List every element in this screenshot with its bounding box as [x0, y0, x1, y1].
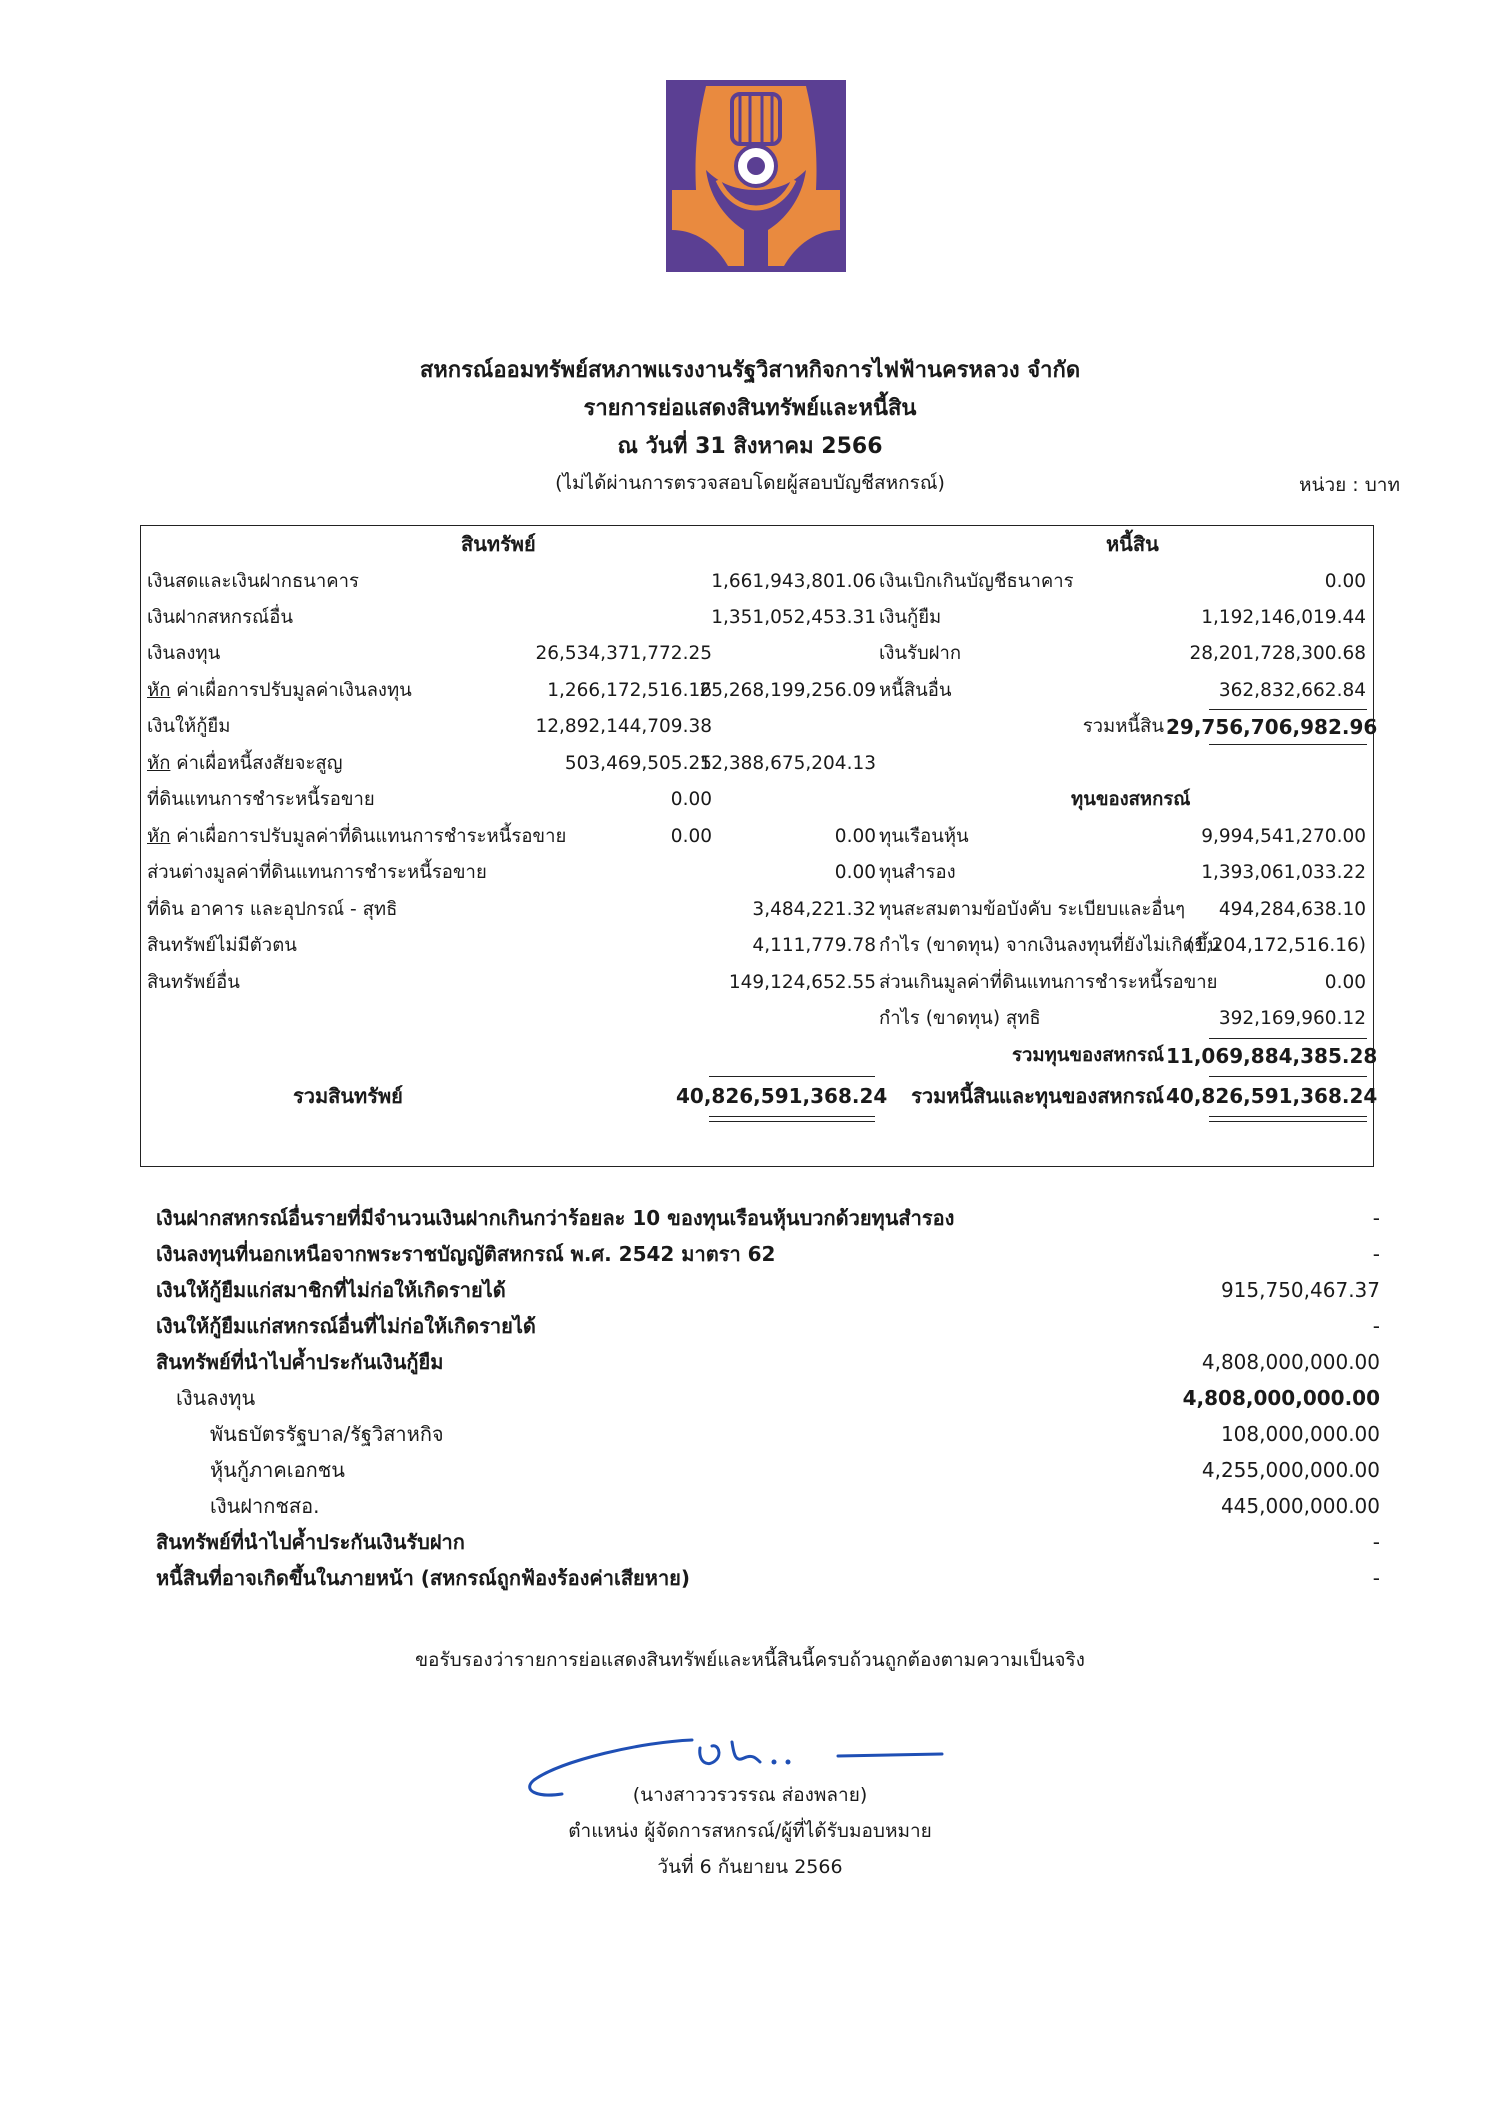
- note-label: เงินให้กู้ยืมแก่สหกรณ์อื่นที่ไม่ก่อให้เกิดรายได้: [156, 1314, 536, 1338]
- liability-value: 362,832,662.84: [1218, 680, 1366, 701]
- asset-label: สินทรัพย์อื่น: [147, 972, 240, 993]
- asset-net-value: 4,111,779.78: [752, 935, 876, 956]
- equity-label: ส่วนเกินมูลค่าที่ดินแทนการชำระหนี้รอขาย: [879, 972, 1218, 993]
- equity-value: 392,169,960.12: [1218, 1008, 1366, 1029]
- asset-gross-value: 0.00: [670, 826, 712, 847]
- note-label: หุ้นกู้ภาคเอกชน: [210, 1458, 345, 1482]
- asset-net-value: 12,388,675,204.13: [699, 753, 876, 774]
- grand-total-label: รวมหนี้สินและทุนของสหกรณ์: [911, 1084, 1164, 1108]
- note-label: เงินฝากชสอ.: [210, 1494, 320, 1518]
- liabilities-total-label: รวมหนี้สิน: [1082, 716, 1164, 737]
- asset-gross-value: 1,266,172,516.16: [547, 680, 712, 701]
- asset-label: หัก ค่าเผื่อการปรับมูลค่าเงินลงทุน: [147, 680, 412, 701]
- signer-position: ตำแหน่ง ผู้จัดการสหกรณ์/ผู้ที่ได้รับมอบหมาย: [568, 1820, 932, 1842]
- note-label: เงินลงทุน: [176, 1386, 256, 1410]
- note-label: เงินให้กู้ยืมแก่สมาชิกที่ไม่ก่อให้เกิดรายได้: [156, 1278, 506, 1302]
- equity-total-label: รวมทุนของสหกรณ์: [1012, 1045, 1164, 1066]
- equity-label: ทุนสะสมตามข้อบังคับ ระเบียบและอื่นๆ: [879, 899, 1186, 920]
- report-title: รายการย่อแสดงสินทรัพย์และหนี้สิน: [583, 396, 917, 421]
- note-label: หนี้สินที่อาจเกิดขึ้นในภายหน้า (สหกรณ์ถูกฟ้องร้องค่าเสียหาย): [156, 1566, 691, 1590]
- note-label: พันธบัตรรัฐบาล/รัฐวิสาหกิจ: [210, 1422, 444, 1446]
- liability-value: 0.00: [1324, 571, 1366, 592]
- asset-label: หัก ค่าเผื่อหนี้สงสัยจะสูญ: [147, 753, 343, 774]
- note-value: 108,000,000.00: [1220, 1422, 1380, 1446]
- note-value: -: [1372, 1530, 1380, 1554]
- liability-value: 28,201,728,300.68: [1189, 643, 1366, 664]
- unit-label: หน่วย : บาท: [1298, 474, 1400, 496]
- note-value: 4,808,000,000.00: [1201, 1350, 1380, 1374]
- less-prefix: หัก: [147, 826, 171, 847]
- note-label: สินทรัพย์ที่นำไปค้ำประกันเงินกู้ยืม: [156, 1350, 444, 1374]
- liabilities-heading: หนี้สิน: [1106, 532, 1159, 556]
- note-value: -: [1372, 1566, 1380, 1590]
- liability-label: หนี้สินอื่น: [879, 680, 952, 701]
- note-value: -: [1372, 1206, 1380, 1230]
- note-label: เงินลงทุนที่นอกเหนือจากพระราชบัญญัติสหกรณ์ พ.ศ. 2542 มาตรา 62: [156, 1242, 776, 1266]
- asset-label: ที่ดินแทนการชำระหนี้รอขาย: [147, 789, 375, 810]
- asset-net-value: 25,268,199,256.09: [699, 680, 876, 701]
- equity-value: (1,204,172,516.16): [1186, 935, 1366, 956]
- asset-net-value: 1,661,943,801.06: [711, 571, 876, 592]
- asset-label: เงินฝากสหกรณ์อื่น: [147, 607, 293, 628]
- liabilities-total: 29,756,706,982.96: [1166, 715, 1378, 739]
- asset-label: เงินให้กู้ยืม: [147, 716, 231, 737]
- asset-label: สินทรัพย์ไม่มีตัวตน: [147, 935, 297, 956]
- asset-net-value: 3,484,221.32: [752, 899, 876, 920]
- liability-value: 1,192,146,019.44: [1201, 607, 1366, 628]
- assets-total-label: รวมสินทรัพย์: [293, 1084, 403, 1108]
- equity-label: กำไร (ขาดทุน) สุทธิ: [879, 1008, 1041, 1029]
- assets-total: 40,826,591,368.24: [676, 1084, 888, 1108]
- note-value: 445,000,000.00: [1220, 1494, 1380, 1518]
- equity-value: 9,994,541,270.00: [1201, 826, 1366, 847]
- report-date: ณ วันที่ 31 สิงหาคม 2566: [617, 434, 883, 459]
- less-prefix: หัก: [147, 753, 171, 774]
- balance-sheet-table: [140, 525, 1378, 1167]
- note-value: 915,750,467.37: [1220, 1278, 1380, 1302]
- equity-value: 494,284,638.10: [1218, 899, 1366, 920]
- liability-label: เงินรับฝาก: [879, 643, 962, 664]
- equity-value: 1,393,061,033.22: [1201, 862, 1366, 883]
- equity-total: 11,069,884,385.28: [1166, 1044, 1378, 1068]
- liability-label: เงินกู้ยืม: [879, 607, 942, 628]
- asset-label: หัก ค่าเผื่อการปรับมูลค่าที่ดินแทนการชำระหนี้รอขาย: [147, 826, 567, 847]
- asset-net-value: 149,124,652.55: [728, 972, 876, 993]
- note-value: -: [1372, 1314, 1380, 1338]
- equity-heading: ทุนของสหกรณ์: [1071, 789, 1191, 810]
- asset-gross-value: 26,534,371,772.25: [535, 643, 712, 664]
- note-value: -: [1372, 1242, 1380, 1266]
- signed-date: วันที่ 6 กันยายน 2566: [657, 1856, 843, 1878]
- note-label: เงินฝากสหกรณ์อื่นรายที่มีจำนวนเงินฝากเกินกว่าร้อยละ 10 ของทุนเรือนหุ้นบวกด้วยทุนสำรอง: [156, 1206, 955, 1230]
- note-value: 4,808,000,000.00: [1182, 1386, 1380, 1410]
- equity-label: ทุนสำรอง: [879, 862, 956, 883]
- asset-gross-value: 503,469,505.25: [564, 753, 712, 774]
- certification-text: ขอรับรองว่ารายการย่อแสดงสินทรัพย์และหนี้สินนี้ครบถ้วนถูกต้องตามความเป็นจริง: [415, 1649, 1085, 1671]
- asset-label: เงินสดและเงินฝากธนาคาร: [147, 571, 359, 592]
- asset-net-value: 0.00: [834, 826, 876, 847]
- signer-name: (นางสาววรวรรณ ส่องพลาย): [632, 1784, 868, 1806]
- grand-total: 40,826,591,368.24: [1166, 1084, 1378, 1108]
- equity-value: 0.00: [1324, 972, 1366, 993]
- cooperative-logo: [666, 80, 846, 272]
- liability-label: เงินเบิกเกินบัญชีธนาคาร: [879, 571, 1074, 592]
- equity-label: ทุนเรือนหุ้น: [879, 826, 969, 847]
- asset-label: ส่วนต่างมูลค่าที่ดินแทนการชำระหนี้รอขาย: [147, 862, 487, 883]
- asset-gross-value: 12,892,144,709.38: [535, 716, 712, 737]
- audit-note: (ไม่ได้ผ่านการตรวจสอบโดยผู้สอบบัญชีสหกรณ์): [555, 472, 945, 494]
- asset-net-value: 1,351,052,453.31: [711, 607, 876, 628]
- asset-net-value: 0.00: [834, 862, 876, 883]
- asset-label: ที่ดิน อาคาร และอุปกรณ์ - สุทธิ: [147, 899, 398, 920]
- organization-name: สหกรณ์ออมทรัพย์สหภาพแรงงานรัฐวิสาหกิจการไฟฟ้านครหลวง จำกัด: [419, 358, 1081, 383]
- less-prefix: หัก: [147, 680, 171, 701]
- equity-label: กำไร (ขาดทุน) จากเงินลงทุนที่ยังไม่เกิดขึ้น: [879, 935, 1220, 956]
- note-value: 4,255,000,000.00: [1201, 1458, 1380, 1482]
- asset-label: เงินลงทุน: [147, 643, 221, 664]
- note-label: สินทรัพย์ที่นำไปค้ำประกันเงินรับฝาก: [156, 1530, 465, 1554]
- asset-gross-value: 0.00: [670, 789, 712, 810]
- assets-heading: สินทรัพย์: [461, 532, 536, 556]
